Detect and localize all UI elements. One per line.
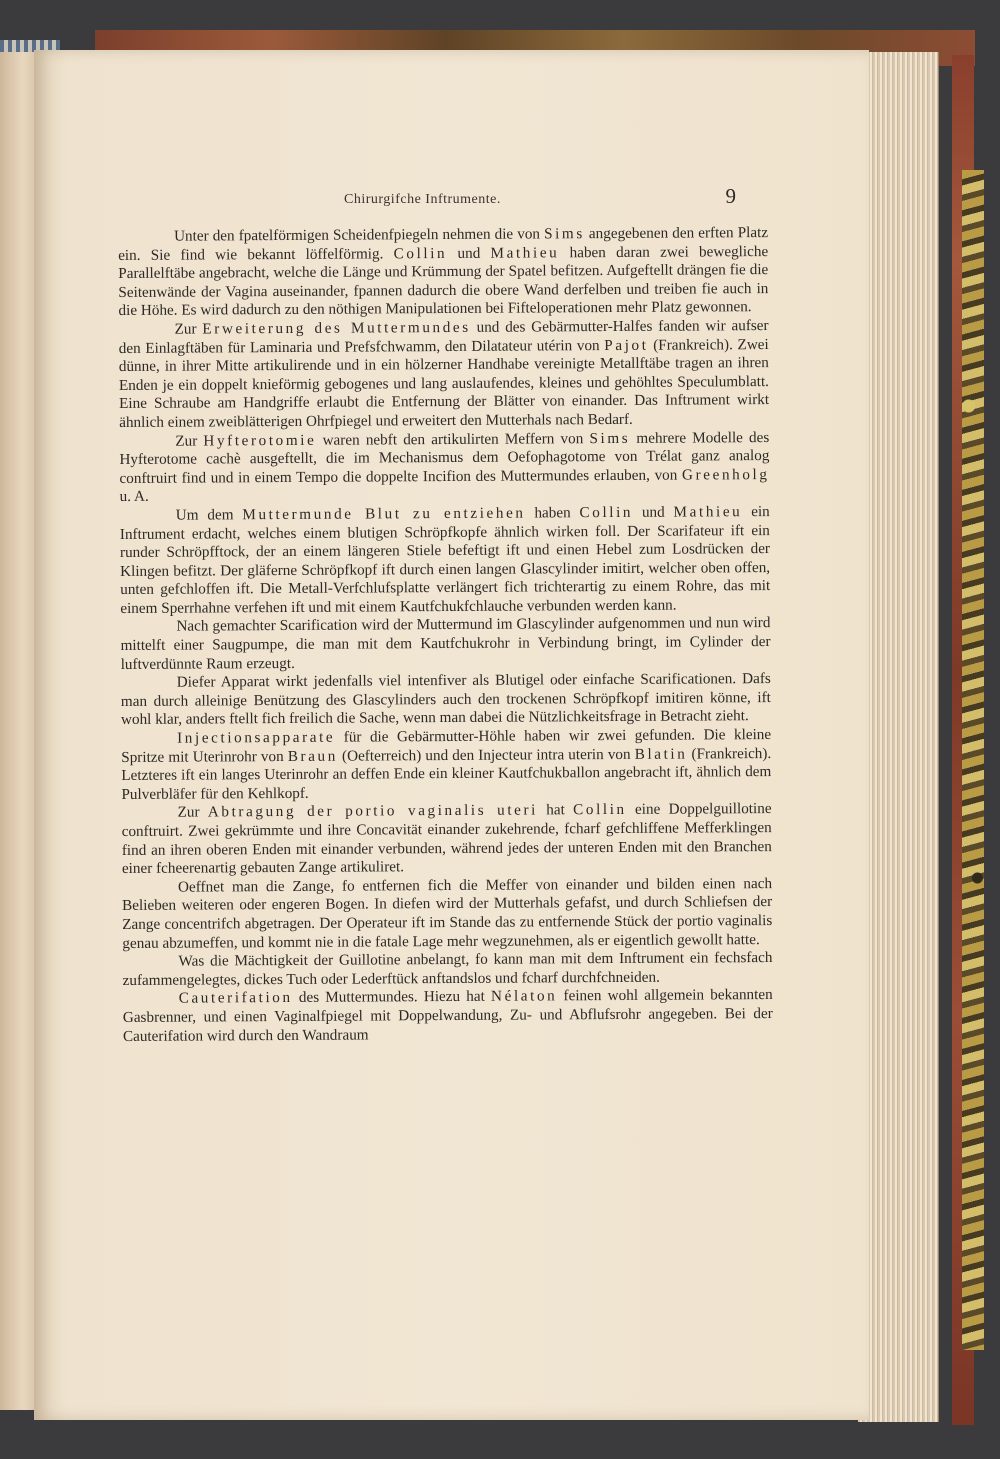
text-run: mehrere Modelle des Hyfterotome cachè ausgeftellt, die im Mechanismus dem Oefophagotome von Trélat ganz analog conftruirt find und in einem Tempo die doppelte Incifion des Muttermundes erlauben, von [119,428,770,487]
spaced-emphasis: Muttermunde Blut zu entziehen [242,504,526,524]
text-run: und [633,503,674,521]
text-run: und des Gebärmutter-Halfes fanden wir aufser den Einlagftäben für Laminaria und Prefsfchwamm, den Dilatateur utérin von [118,316,769,357]
text-run: und [447,244,491,262]
text-run: (Frankreich). Letzteres ift ein langes Uterinrohr an deffen Ende ein kleiner Kautfchukballon angebracht ift, ähnlich dem Pulverbläfer für den Kehlkopf. [121,744,772,803]
text-run: waren nebft den artikulirten Meffern von [316,429,590,449]
paragraph [122,800,772,878]
text-run: Zur [177,803,208,822]
text-run: Zur [174,320,203,338]
spaced-emphasis: Injectionsapparate [177,728,336,747]
text-run: feinen wohl allgemein bekannten Gasbrenner, und einen Vaginalfpiegel mit Doppelwandung, Zu- und Abflufsrohr angegeben. Bei der Cauterifation wird durch den Wandraum [122,986,773,1045]
text-run: Nach gemachter Scarification wird der Muttermund im Glascylinder aufgenommen und nun wird mittelft einer Saugpumpe, die man mit dem Kautfchukrohr in Verbindung bringt, im Cylinder der luftverdünnte Raum erzeugt. [120,614,771,673]
text-run: haben daran zwei bewegliche Parallelftäbe angebracht, welche die Länge und Krümmung der Spatel befitzen. Aufgeftellt drängen fie die Seitenwände der Vagina auseinander, fpannen dadurch die obere Wand derfelben und treiben fie auch in die Höhe. Es wird dadurch zu den nöthigen Manipulationen bei Fifteloperationen mehr Platz gewonnen. [118,242,769,320]
text-run: des Muttermundes. Hiezu hat [292,988,492,1007]
body-text [118,224,773,1046]
spaced-emphasis: Erweiterung des Muttermundes [202,318,471,338]
spaced-emphasis: Mathieu [673,503,743,521]
text-run: hat [537,801,574,819]
text-run: (Oefterreich) und den Injecteur intra uterin von [337,745,635,765]
spaced-emphasis: Greenholg [681,465,770,484]
text-run: Was die Mächtigkeit der Guillotine anbelangt, fo kann man mit dem Inftrument ein fechsfach zufammengelegtes, dickes Tuch oder Lederftück anftandslos und fcharf durchfchneiden. [122,949,773,989]
text-run: ein Inftrument erdacht, welches einem blutigen Schröpfkopfe ähnlich wirken foll. Der Scarifateur ift ein runder Schröpfftock, der an einem längeren Stiele befeftigt ift und einen Hebel zum Losdrücken der Klingen befitzt. Der gläferne Schröpfkopf ift durch einen langen Glascylinder imitirt, welcher oben offen, unten gefchloffen ift. Die Metall-Verfchlufsplatte verlängert fich trichterartig zu einem Rohre, das mit einem Sperrhahne verfehen ift und mit einem Kautfchukfchlauche verbunden werden kann. [119,502,771,617]
text-run: für die Gebärmutter-Höhle haben wir zwei gefunden. Die kleine Spritze mit Uterinrohr von [121,726,772,766]
spaced-emphasis: Sims [589,429,631,447]
paragraph [122,949,772,990]
marbled-endpaper [962,170,984,1350]
spaced-emphasis: Abtragung der portio vaginalis uteri [207,801,539,821]
paragraph [119,429,769,507]
paragraph [119,317,770,433]
spaced-emphasis: Braun [287,747,338,765]
text-run: eine Doppelguillotine conftruirt. Zwei gekrümmte und ihre Concavität einander zukehrende, fcharf gefchliffene Mefferklingen find an ihren oberen Enden mit einander verbunden, während jedes der unteren Enden mit den Branchen einer fcheerenartig gebauten Zange artikuliret. [121,800,772,878]
paragraph [118,224,769,321]
text-run: Um dem [175,506,243,524]
text-run: Oeffnet man die Zange, fo entfernen fich die Meffer von einander und bilden einen nach Belieben weiteren oder engeren Bogen. In diefen wird der Mutterhals gefafst, und durch Schliefsen der Zange concentrifch abgetragen. Der Operateur ift im Stande das zu entfernende Stück der portio vaginalis genau abzumeffen, und kommt nie in die fatale Lage mehr wegzunehmen, als er eigentlich gewollt hatte. [122,874,773,952]
paragraph [122,875,772,953]
text-run: u. A. [119,488,149,506]
paragraph [120,503,771,619]
spaced-emphasis: Collin [573,801,627,819]
spaced-emphasis: Mathieu [490,243,560,262]
spaced-emphasis: Sims [543,225,585,243]
paragraph [123,986,773,1046]
running-head: Chirurgifche Inftrumente. [344,192,501,207]
page-number: 9 [725,184,736,208]
page-header [118,184,748,214]
text-run: Unter den fpatelförmigen Scheidenfpiegeln nehmen die von [173,225,545,245]
spaced-emphasis: Pajot [604,336,649,354]
spaced-emphasis: Hyfterotomie [203,431,317,450]
paragraph [121,726,771,804]
paragraph [120,614,770,674]
text-run: haben [525,504,580,522]
spaced-emphasis: Collin [393,244,448,262]
paragraph [121,670,771,730]
text-run: Diefer Apparat wirkt jedenfalls viel intenfiver als Blutigel oder einfache Scarificationen. Dafs man durch alleinige Benützung des Glascylinders auch den trockenen Schröpfkopf imitiren könne, ift wohl klar, anders ftellt fich freilich die Sache, wenn man dabei die Nützlichkeitsfrage in Betracht zieht. [120,670,771,729]
text-run: angegebenen den erften Platz ein. Sie find wie bekannt löffelförmig. [118,224,769,264]
spaced-emphasis: Nélaton [490,987,558,1006]
page-block-edges [858,52,939,1422]
spaced-emphasis: Collin [579,503,634,522]
text-run: Zur [175,432,204,450]
spaced-emphasis: Blatin [634,745,688,763]
spaced-emphasis: Cauterifation [178,989,293,1007]
text-run: (Frankreich). Zwei dünne, in ihrer Mitte artikulirende und in ein hölzerner Handhabe vereinigte Metallftäbe tragen an ihren Enden je ein doppelt knieförmig gebogenes und lang auslaufendes, kleines und gehöhltes Speculumblatt. Eine Schraube am Handgriffe erlaubt die Entfernung der Blätter von einander. Das Inftrument wirkt ähnlich einem zweiblätterigen Ohrfpiegel und erweitert den Mutterhals nach Bedarf. [118,335,770,431]
